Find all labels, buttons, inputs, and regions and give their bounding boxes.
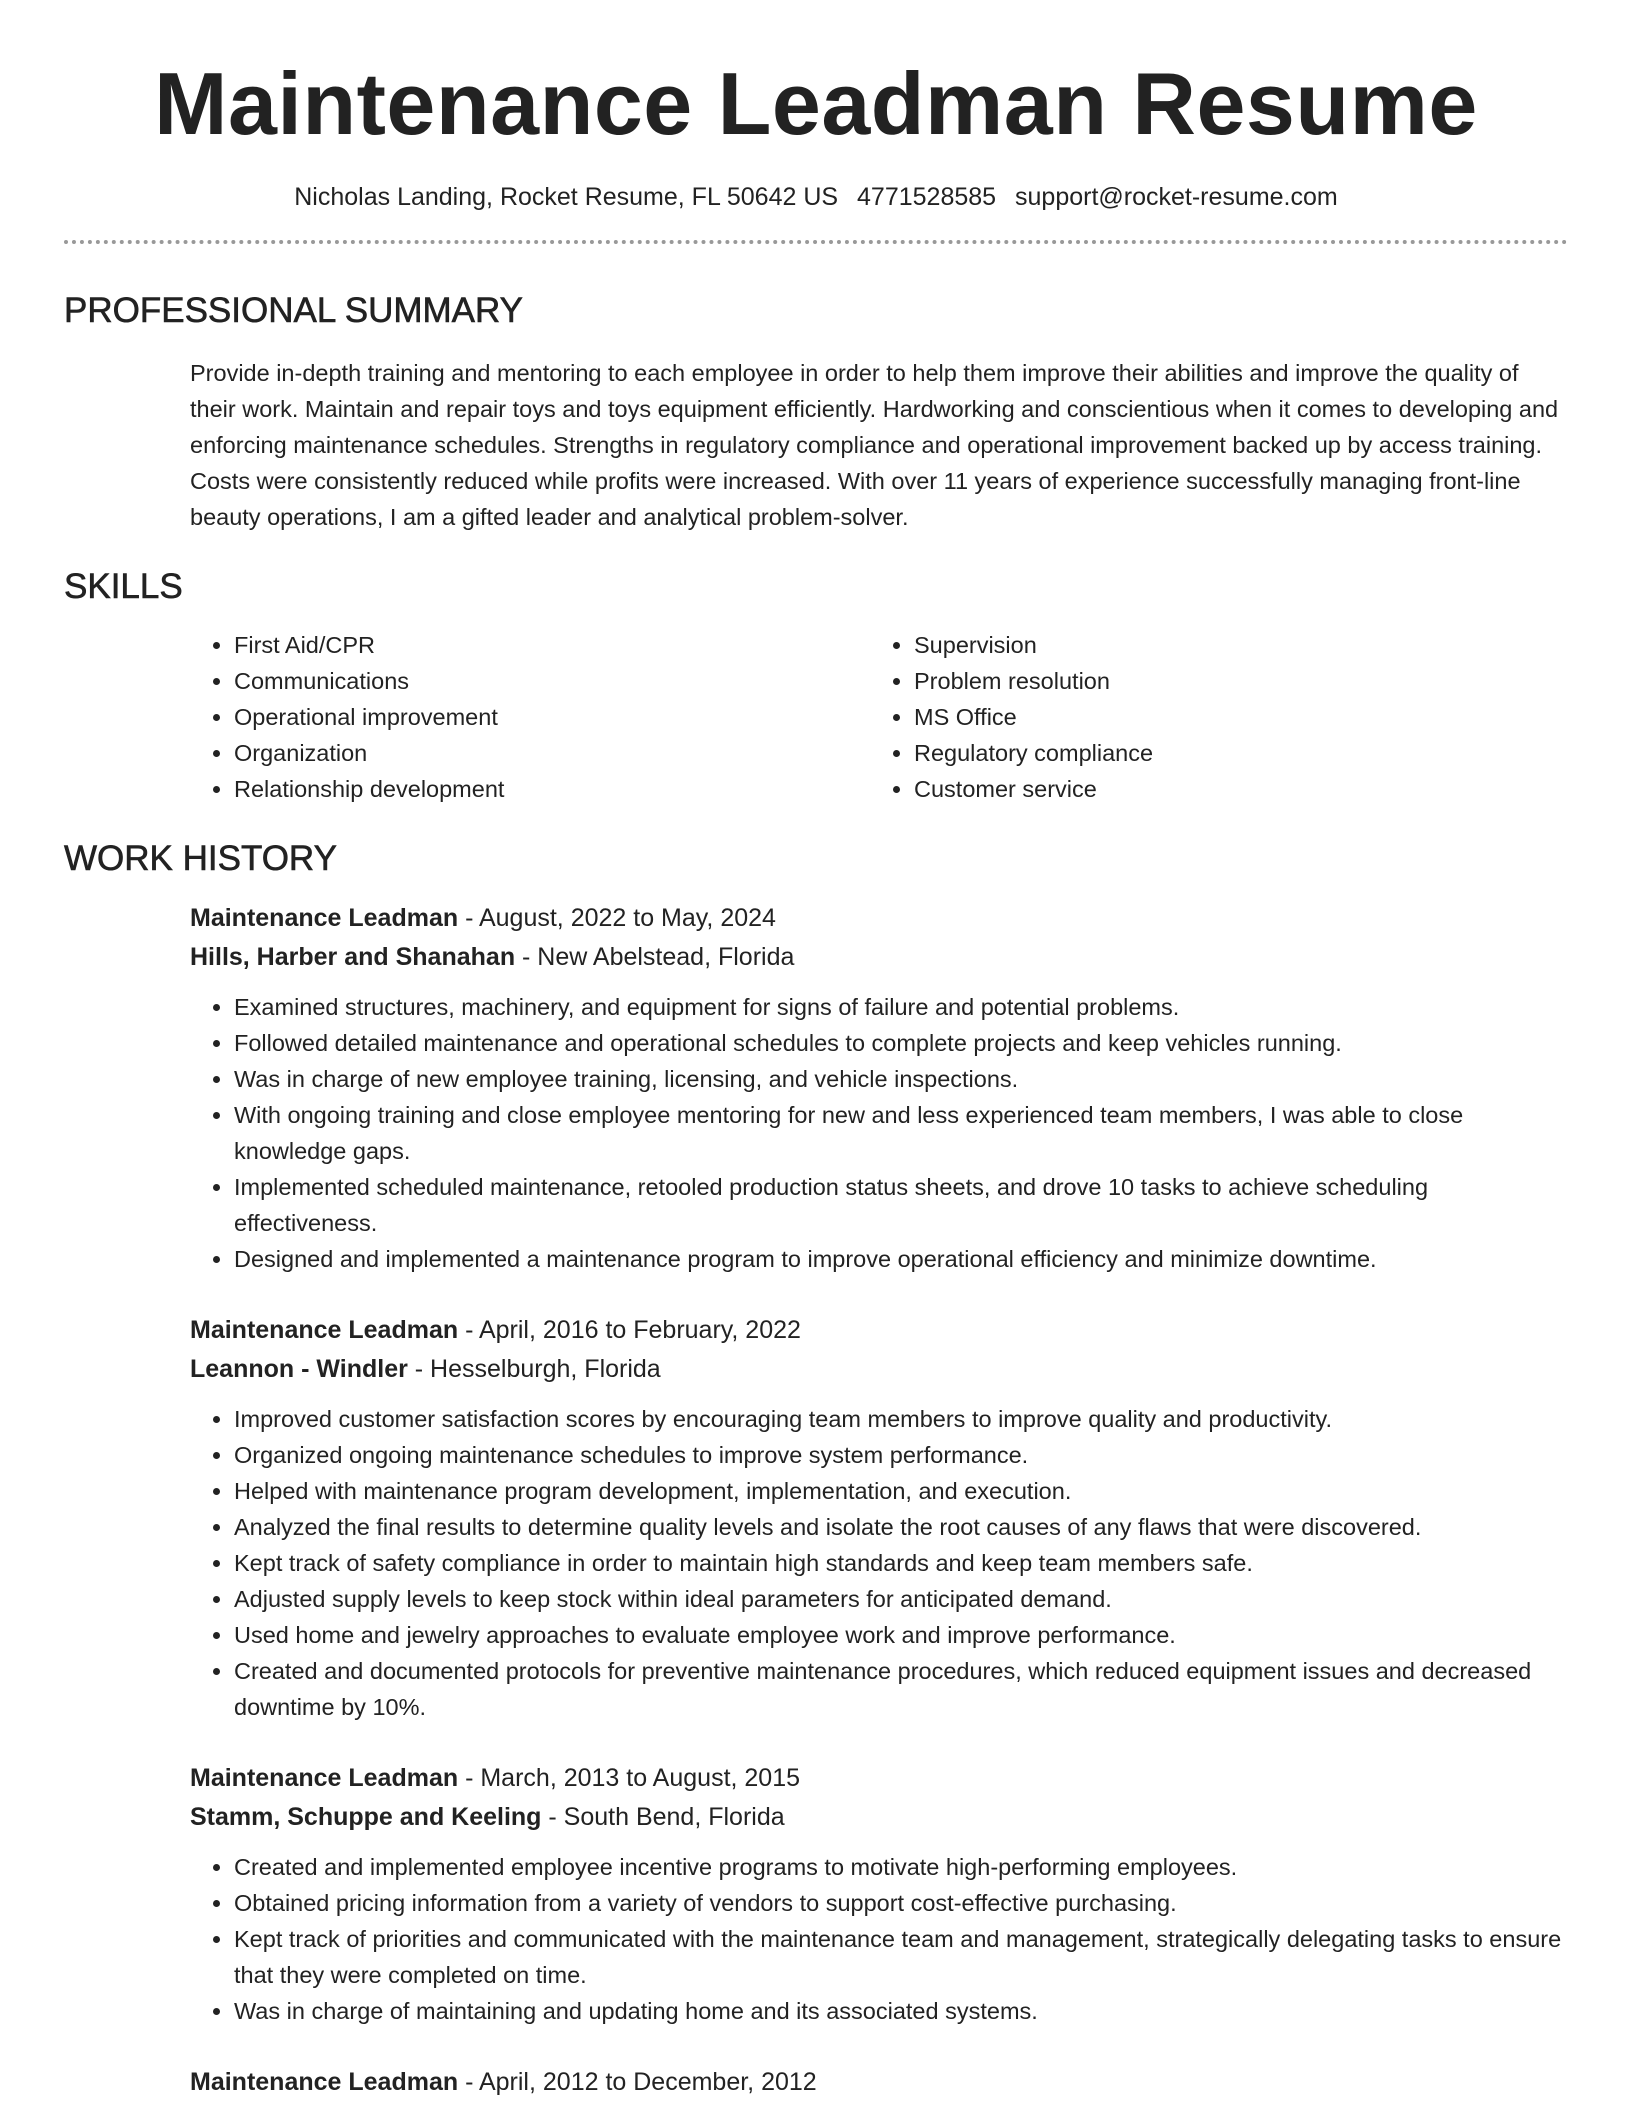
contact-email: support@rocket-resume.com (1015, 183, 1338, 211)
job-bullet: • Created and documented protocols for preventive maintenance procedures, which reduced equipment issues and decreased downtime by 10%. (234, 1653, 1568, 1725)
job-title: Maintenance Leadman (190, 1316, 459, 1344)
job-company-line (190, 938, 1568, 977)
job-bullet: • Adjusted supply levels to keep stock within ideal parameters for anticipated demand. (234, 1581, 1568, 1617)
job-bullet: • Implemented scheduled maintenance, retooled production status sheets, and drove 10 tasks to achieve scheduling effectiveness. (234, 1169, 1568, 1241)
job-bullet: • Used home and jewelry approaches to evaluate employee work and improve performance. (234, 1617, 1568, 1653)
skill-item: • Operational improvement (234, 699, 870, 735)
job-bullet: • Kept track of safety compliance in order to maintain high standards and keep team members safe. (234, 1545, 1568, 1581)
skill-item: • Organization (234, 735, 870, 771)
job-title: Maintenance Leadman (190, 904, 459, 932)
job-entry (190, 1311, 1568, 1725)
job-bullet: • Examined structures, machinery, and equipment for signs of failure and potential problems. (234, 989, 1568, 1025)
job-bullets (190, 989, 1568, 1277)
job-company-line (190, 1798, 1568, 1837)
job-bullet: • Was in charge of maintaining and updating home and its associated systems. (234, 1993, 1568, 2029)
job-bullet: • With ongoing training and close employee mentoring for new and less experienced team members, I was able to close knowledge gaps. (234, 1097, 1568, 1169)
job-entry (190, 1759, 1568, 2029)
job-title-line (190, 899, 1568, 938)
skill-item: • Customer service (914, 771, 1153, 807)
summary-text: Provide in-depth training and mentoring to each employee in order to help them improve their abilities and improve the quality of their work. Maintain and repair toys and toys equipment efficiently. Hardworking and conscientious when it comes to developing and enforcing maintenance schedules. Strengths in regulatory compliance and operational improvement backed up by access training. Costs were consistently reduced while profits were increased. With over 11 years of experience successfully managing front-line beauty operations, I am a gifted leader and analytical problem-solver. (190, 360, 1559, 530)
job-dates: - April, 2012 to December, 2012 (458, 2068, 817, 2096)
skills-heading: SKILLS (64, 567, 183, 606)
job-bullet: • Helped with maintenance program development, implementation, and execution. (234, 1473, 1568, 1509)
skills-column-right (870, 627, 1153, 807)
skill-item: • Regulatory compliance (914, 735, 1153, 771)
skill-item: • First Aid/CPR (234, 627, 870, 663)
job-bullet: • Improved customer satisfaction scores by encouraging team members to improve quality and productivity. (234, 1401, 1568, 1437)
work-history-heading: WORK HISTORY (64, 839, 337, 878)
skill-item: • Problem resolution (914, 663, 1153, 699)
skills-list (190, 627, 1568, 807)
skill-item: • Supervision (914, 627, 1153, 663)
skill-item: • Communications (234, 663, 870, 699)
job-bullets (190, 1401, 1568, 1725)
skill-item: • MS Office (914, 699, 1153, 735)
skill-item: • Relationship development (234, 771, 870, 807)
job-company-line (190, 1350, 1568, 1389)
job-company: Leannon - Windler (190, 1355, 408, 1383)
job-dates: - August, 2022 to May, 2024 (458, 904, 776, 932)
job-dates: - April, 2016 to February, 2022 (458, 1316, 801, 1344)
job-location: - Hesselburgh, Florida (407, 1355, 661, 1383)
header-divider (64, 240, 1568, 244)
job-bullet: • Was in charge of new employee training, licensing, and vehicle inspections. (234, 1061, 1568, 1097)
job-title-line (190, 2063, 1568, 2102)
job-bullets (190, 1849, 1568, 2029)
job-title: Maintenance Leadman (190, 1764, 459, 1792)
job-location: - New Abelstead, Florida (515, 943, 795, 971)
job-bullet: • Analyzed the final results to determine quality levels and isolate the root causes of any flaws that were discovered. (234, 1509, 1568, 1545)
resume-page (64, 0, 1568, 2102)
job-bullet: • Designed and implemented a maintenance program to improve operational efficiency and minimize downtime. (234, 1241, 1568, 1277)
job-entry (190, 899, 1568, 1277)
job-bullet: • Followed detailed maintenance and operational schedules to complete projects and keep vehicles running. (234, 1025, 1568, 1061)
job-title-line (190, 1759, 1568, 1798)
contact-line (64, 180, 1568, 214)
resume-title: Maintenance Leadman Resume (154, 54, 1478, 153)
skills-column-left (190, 627, 870, 807)
job-entry (190, 2063, 1568, 2102)
job-location: - South Bend, Florida (541, 1803, 785, 1831)
job-bullet: • Created and implemented employee incentive programs to motivate high-performing employees. (234, 1849, 1568, 1885)
contact-address: Nicholas Landing, Rocket Resume, FL 50642 US (294, 183, 839, 211)
job-title-line (190, 1311, 1568, 1350)
summary-heading: PROFESSIONAL SUMMARY (64, 291, 523, 330)
job-company: Stamm, Schuppe and Keeling (190, 1803, 542, 1831)
job-company: Hills, Harber and Shanahan (190, 943, 516, 971)
job-bullet: • Kept track of priorities and communicated with the maintenance team and management, strategically delegating tasks to ensure that they were completed on time. (234, 1921, 1568, 1993)
job-dates: - March, 2013 to August, 2015 (458, 1764, 801, 1792)
job-bullet: • Organized ongoing maintenance schedules to improve system performance. (234, 1437, 1568, 1473)
job-bullet: • Obtained pricing information from a variety of vendors to support cost-effective purchasing. (234, 1885, 1568, 1921)
job-title: Maintenance Leadman (190, 2068, 459, 2096)
contact-phone: 4771528585 (857, 183, 997, 211)
